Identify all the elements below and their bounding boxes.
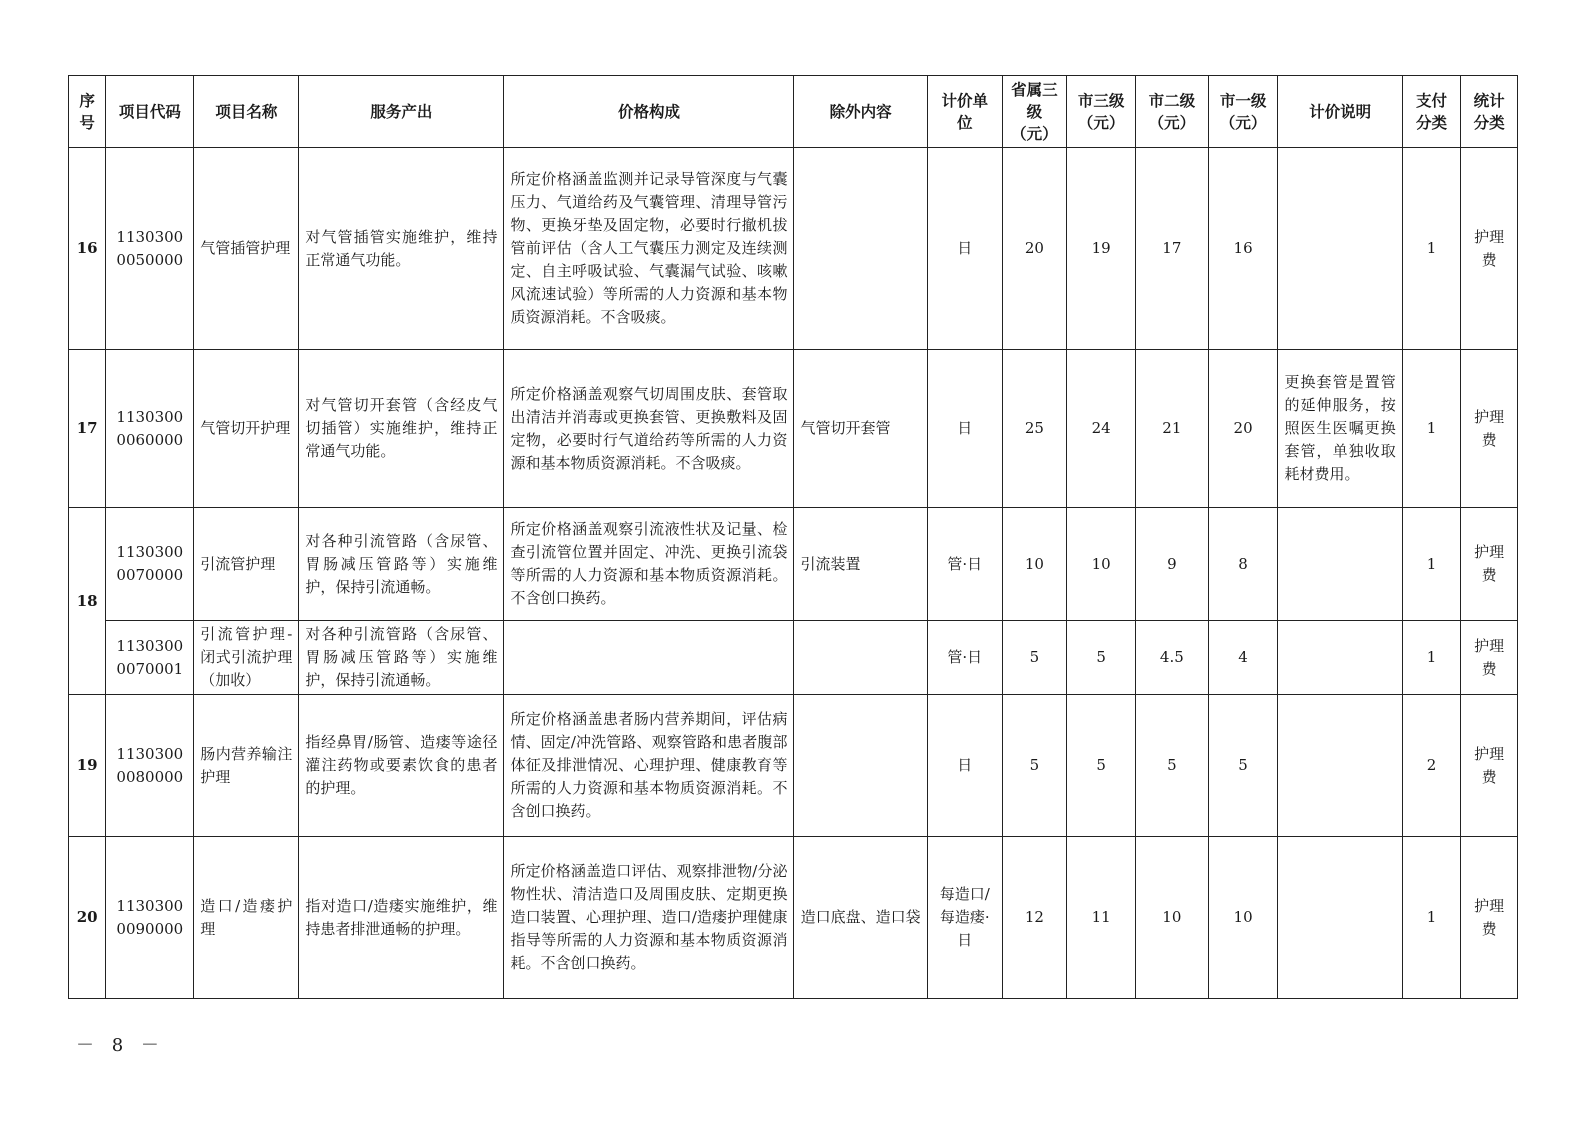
row-unit: 管·日 [927, 508, 1002, 621]
header-city2: 市二级（元） [1135, 76, 1208, 148]
row-composition: 所定价格涵盖造口评估、观察排泄物/分泌物性状、清洁造口及周围皮肤、定期更换造口装置、心理护理、造口/造瘘护理健康指导等所需的人力资源和基本物质资源消耗。不含创口换药。 [504, 837, 794, 999]
row-code: 11303000090000 [106, 837, 194, 999]
row-name: 引流管护理 [194, 508, 299, 621]
row-note [1278, 621, 1402, 695]
row-name: 肠内营养输注护理 [194, 695, 299, 837]
table-row [69, 508, 1518, 621]
row-service: 指对造口/造瘘实施维护，维持患者排泄通畅的护理。 [299, 837, 504, 999]
row-city2: 5 [1135, 695, 1208, 837]
row-name: 气管插管护理 [194, 148, 299, 350]
row-city1: 16 [1208, 148, 1278, 350]
row-prov3: 20 [1002, 148, 1067, 350]
price-table [68, 75, 1518, 999]
row-seq: 20 [69, 837, 106, 999]
header-unit: 计价单位 [927, 76, 1002, 148]
row-city3: 24 [1067, 350, 1136, 508]
row-code: 11303000070000 [106, 508, 194, 621]
row-city3: 5 [1067, 695, 1136, 837]
header-city1: 市一级（元） [1208, 76, 1278, 148]
row-prov3: 5 [1002, 695, 1067, 837]
row-seq: 19 [69, 695, 106, 837]
row-stat: 护理费 [1461, 695, 1518, 837]
row-note: 更换套管是置管的延伸服务，按照医生医嘱更换套管，单独收取耗材费用。 [1278, 350, 1402, 508]
row-unit: 日 [927, 695, 1002, 837]
row-stat: 护理费 [1461, 621, 1518, 695]
row-city1: 4 [1208, 621, 1278, 695]
table-row [69, 148, 1518, 350]
row-stat: 护理费 [1461, 837, 1518, 999]
row-composition [504, 621, 794, 695]
header-prov3: 省属三级（元） [1002, 76, 1067, 148]
row-seq: 18 [69, 508, 106, 695]
row-excluded: 造口底盘、造口袋 [794, 837, 927, 999]
row-city3: 11 [1067, 837, 1136, 999]
header-composition: 价格构成 [504, 76, 794, 148]
row-stat: 护理费 [1461, 350, 1518, 508]
row-pay: 1 [1402, 621, 1461, 695]
row-prov3: 5 [1002, 621, 1067, 695]
header-name: 项目名称 [194, 76, 299, 148]
header-excluded: 除外内容 [794, 76, 927, 148]
row-excluded: 引流装置 [794, 508, 927, 621]
row-stat: 护理费 [1461, 508, 1518, 621]
row-city1: 20 [1208, 350, 1278, 508]
row-name: 造口/造瘘护理 [194, 837, 299, 999]
row-seq: 17 [69, 350, 106, 508]
table-row [69, 837, 1518, 999]
header-pay: 支付分类 [1402, 76, 1461, 148]
row-city3: 5 [1067, 621, 1136, 695]
row-prov3: 25 [1002, 350, 1067, 508]
row-city2: 4.5 [1135, 621, 1208, 695]
row-unit: 日 [927, 350, 1002, 508]
row-composition: 所定价格涵盖观察气切周围皮肤、套管取出清洁并消毒或更换套管、更换敷料及固定物，必要时行气道给药等所需的人力资源和基本物质资源消耗。不含吸痰。 [504, 350, 794, 508]
row-composition: 所定价格涵盖观察引流液性状及记量、检查引流管位置并固定、冲洗、更换引流袋等所需的人力资源和基本物质资源消耗。不含创口换药。 [504, 508, 794, 621]
row-unit: 日 [927, 148, 1002, 350]
row-city3: 10 [1067, 508, 1136, 621]
table-row [69, 621, 1518, 695]
row-city2: 10 [1135, 837, 1208, 999]
row-code: 11303000060000 [106, 350, 194, 508]
row-name: 引流管护理-闭式引流护理（加收） [194, 621, 299, 695]
row-service: 对各种引流管路（含尿管、胃肠减压管路等）实施维护，保持引流通畅。 [299, 621, 504, 695]
row-note [1278, 695, 1402, 837]
row-stat: 护理费 [1461, 148, 1518, 350]
row-city3: 19 [1067, 148, 1136, 350]
row-code: 11303000080000 [106, 695, 194, 837]
row-code: 11303000070001 [106, 621, 194, 695]
row-service: 对气管切开套管（含经皮气切插管）实施维护，维持正常通气功能。 [299, 350, 504, 508]
row-name: 气管切开护理 [194, 350, 299, 508]
row-unit: 每造口/每造瘘·日 [927, 837, 1002, 999]
table-row [69, 350, 1518, 508]
row-note [1278, 148, 1402, 350]
row-composition: 所定价格涵盖患者肠内营养期间，评估病情、固定/冲洗管路、观察管路和患者腹部体征及排泄情况、心理护理、健康教育等所需的人力资源和基本物质资源消耗。不含创口换药。 [504, 695, 794, 837]
row-note [1278, 837, 1402, 999]
row-unit: 管·日 [927, 621, 1002, 695]
row-excluded [794, 621, 927, 695]
row-note [1278, 508, 1402, 621]
row-seq: 16 [69, 148, 106, 350]
page-number: － 8 － [76, 1035, 165, 1056]
row-city1: 8 [1208, 508, 1278, 621]
row-city2: 17 [1135, 148, 1208, 350]
row-city1: 5 [1208, 695, 1278, 837]
row-pay: 1 [1402, 508, 1461, 621]
row-service: 对各种引流管路（含尿管、胃肠减压管路等）实施维护，保持引流通畅。 [299, 508, 504, 621]
header-code: 项目代码 [106, 76, 194, 148]
row-code: 11303000050000 [106, 148, 194, 350]
header-service: 服务产出 [299, 76, 504, 148]
row-pay: 1 [1402, 350, 1461, 508]
row-prov3: 12 [1002, 837, 1067, 999]
row-excluded [794, 148, 927, 350]
header-city3: 市三级（元） [1067, 76, 1136, 148]
row-pay: 2 [1402, 695, 1461, 837]
row-pay: 1 [1402, 837, 1461, 999]
row-excluded [794, 695, 927, 837]
row-service: 指经鼻胃/肠管、造瘘等途径灌注药物或要素饮食的患者的护理。 [299, 695, 504, 837]
table-row [69, 695, 1518, 837]
row-excluded: 气管切开套管 [794, 350, 927, 508]
row-service: 对气管插管实施维护，维持正常通气功能。 [299, 148, 504, 350]
row-city2: 9 [1135, 508, 1208, 621]
row-city1: 10 [1208, 837, 1278, 999]
row-prov3: 10 [1002, 508, 1067, 621]
header-seq: 序号 [69, 76, 106, 148]
header-note: 计价说明 [1278, 76, 1402, 148]
header-stat: 统计分类 [1461, 76, 1518, 148]
row-pay: 1 [1402, 148, 1461, 350]
row-city2: 21 [1135, 350, 1208, 508]
table-header-row [69, 76, 1518, 148]
row-composition: 所定价格涵盖监测并记录导管深度与气囊压力、气道给药及气囊管理、清理导管污物、更换牙垫及固定物，必要时行撤机拔管前评估（含人工气囊压力测定及连续测定、自主呼吸试验、气囊漏气试验、咳嗽风流速试验）等所需的人力资源和基本物质资源消耗。不含吸痰。 [504, 148, 794, 350]
